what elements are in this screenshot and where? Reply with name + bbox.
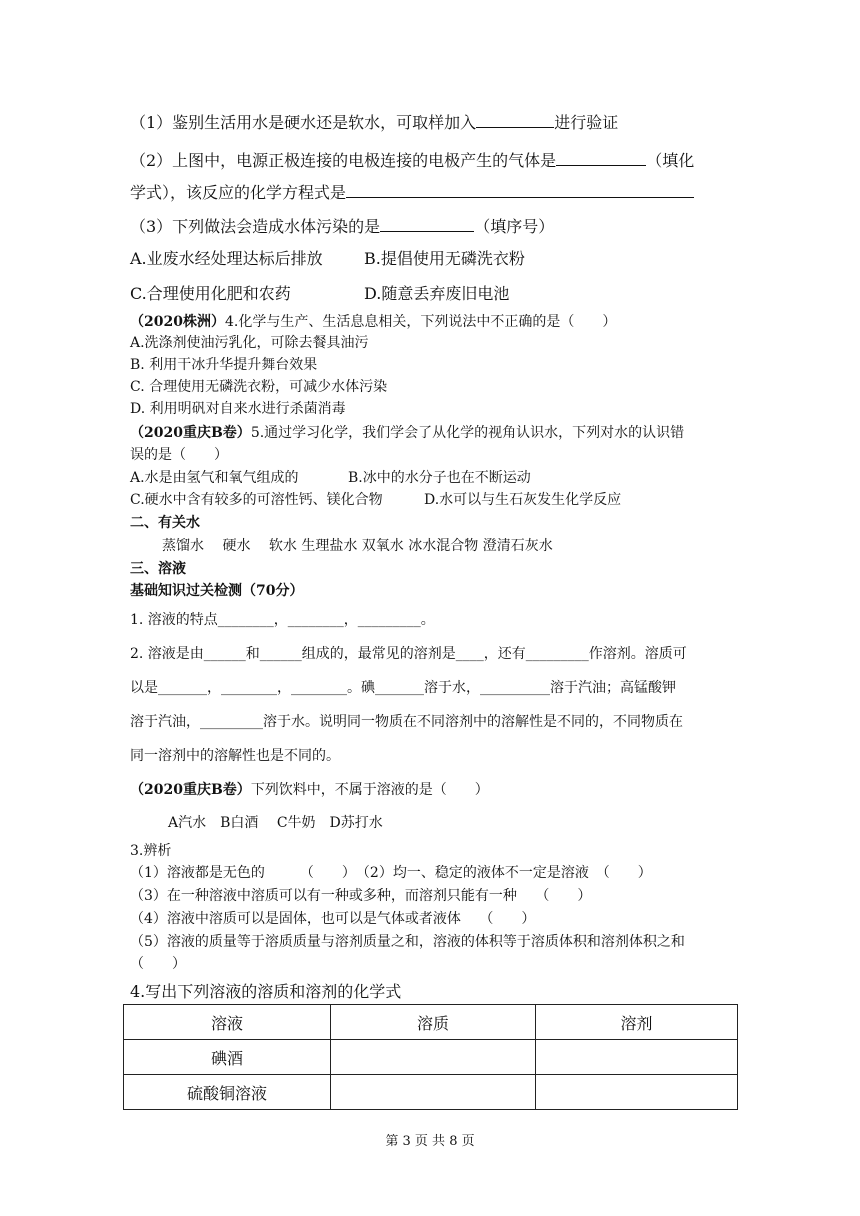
item2-line4: 同一溶剂中的溶解性也是不同的。 [130,748,340,764]
table-header-row [124,1005,738,1040]
q2-line1 [130,148,694,171]
q4-opt-d: D. 利用明矾对自来水进行杀菌消毒 [130,401,346,417]
q1-blank[interactable] [476,113,554,128]
section3-title: 三、溶液 [130,561,186,577]
q2-blank-gas[interactable] [556,151,646,166]
q1-text: （1）鉴别生活用水是硬水还是软水，可取样加入 [130,113,477,132]
judge-3: （3）在一种溶液中溶质可以有一种或多种，而溶剂只能有一种 （ ） [130,888,592,904]
table-cell-solute[interactable] [331,1075,536,1110]
section2-items: 蒸馏水 硬水 软水 生理盐水 双氧水 冰水混合物 澄清石灰水 [162,538,553,554]
q5-opt-a: A.水是由氢气和氧气组成的 [130,470,299,486]
table-cell-solute[interactable] [331,1040,536,1075]
q5-stem-text: 5.通过学习化学，我们学会了从化学的视角认识水，下列对水的认识错 [250,425,685,441]
q4-stem-text: 4.化学与生产、生活息息相关，下列说法中不正确的是（ ） [224,314,617,330]
judge-title: 3.辨析 [130,843,172,859]
q4-opt-c: C. 合理使用无磷洗衣粉，可减少水体污染 [130,379,388,395]
q3-opt-d: D.随意丢弃废旧电池 [364,284,510,303]
judge-5-bracket: （ ） [130,956,186,972]
q4-opt-b: B. 利用干冰升华提升舞台效果 [130,357,318,373]
q4-source: （2020株洲） [130,314,225,330]
q3-opt-a: A.业废水经处理达标后排放 [130,249,323,268]
q5-stem-line2: 误的是（ ） [130,447,228,463]
q5-opt-b: B.冰中的水分子也在不断运动 [348,470,531,486]
item2-line2: 以是_______，________，________。碘_______溶于水，__________溶于汽油；高锰酸钾 [130,680,676,696]
q1-text-end: 进行验证 [554,113,619,132]
table-title: 4.写出下列溶液的溶质和溶剂的化学式 [130,982,402,1001]
item2-line1: 2. 溶液是由______和______组成的，最常见的溶剂是____，还有_________作溶剂。溶质可 [130,646,687,662]
q4-stem [130,311,616,331]
table-cell: 碘酒 [124,1040,331,1075]
solution-table [123,1004,738,1110]
q5-opt-c: C.硬水中含有较多的可溶性钙、镁化合物 [130,492,383,508]
q-drink-options: A汽水 B白酒 C牛奶 D苏打水 [168,815,383,831]
q3-text: （3）下列做法会造成水体污染的是 [130,217,381,236]
item2-line3: 溶于汽油，_________溶于水。说明同一物质在不同溶剂中的溶解性是不同的，不同物质在 [130,714,683,730]
q5-stem-line1 [130,422,684,442]
table-cell-solvent[interactable] [536,1075,738,1110]
q2-text: （2）上图中，电源正极连接的电极连接的电极产生的气体是 [130,151,557,170]
q2-text2: 学式），该反应的化学方程式是 [130,183,347,202]
q3-opt-c: C.合理使用化肥和农药 [130,284,291,303]
judge-4: （4）溶液中溶质可以是固体，也可以是气体或者液体 （ ） [130,911,536,927]
q3-blank[interactable] [380,217,474,232]
table-row [124,1075,738,1110]
q2-text-end: （填化 [646,151,695,170]
table-cell: 硫酸铜溶液 [124,1075,331,1110]
table-cell-solvent[interactable] [536,1040,738,1075]
q3-line [130,214,554,237]
table-row [124,1040,738,1075]
q5-source: （2020重庆B卷） [130,425,251,441]
judge-5: （5）溶液的质量等于溶质质量与溶剂质量之和，溶液的体积等于溶质体积和溶剂体积之和 [130,934,685,950]
table-header-cell: 溶质 [331,1005,536,1040]
q3-opt-b: B.提倡使用无磷洗衣粉 [364,249,525,268]
section2-title: 二、有关水 [130,515,200,531]
q3-text-end: （填序号） [474,217,555,236]
item1-line: 1. 溶液的特点________，________，_________。 [130,612,435,628]
q5-opt-d: D.水可以与生石灰发生化学反应 [424,492,622,508]
judge-1-2: （1）溶液都是无色的 （ ） （2）均一、稳定的液体不一定是溶液 （ ） [130,865,652,881]
q-drink-source: （2020重庆B卷） [130,782,251,798]
table-header-cell: 溶液 [124,1005,331,1040]
q2-line2 [130,180,694,203]
q2-blank-equation[interactable] [346,183,694,198]
page-footer: 第 3 页 共 8 页 [385,1134,475,1149]
q4-opt-a: A.洗涤剂使油污乳化，可除去餐具油污 [130,335,369,351]
q-drink-stem-text: 下列饮料中，不属于溶液的是（ ） [250,782,489,798]
table-header-cell: 溶剂 [536,1005,738,1040]
section3-subtitle: 基础知识过关检测（70分） [130,583,304,599]
q1-line [130,110,618,133]
q-drink-stem [130,779,489,799]
